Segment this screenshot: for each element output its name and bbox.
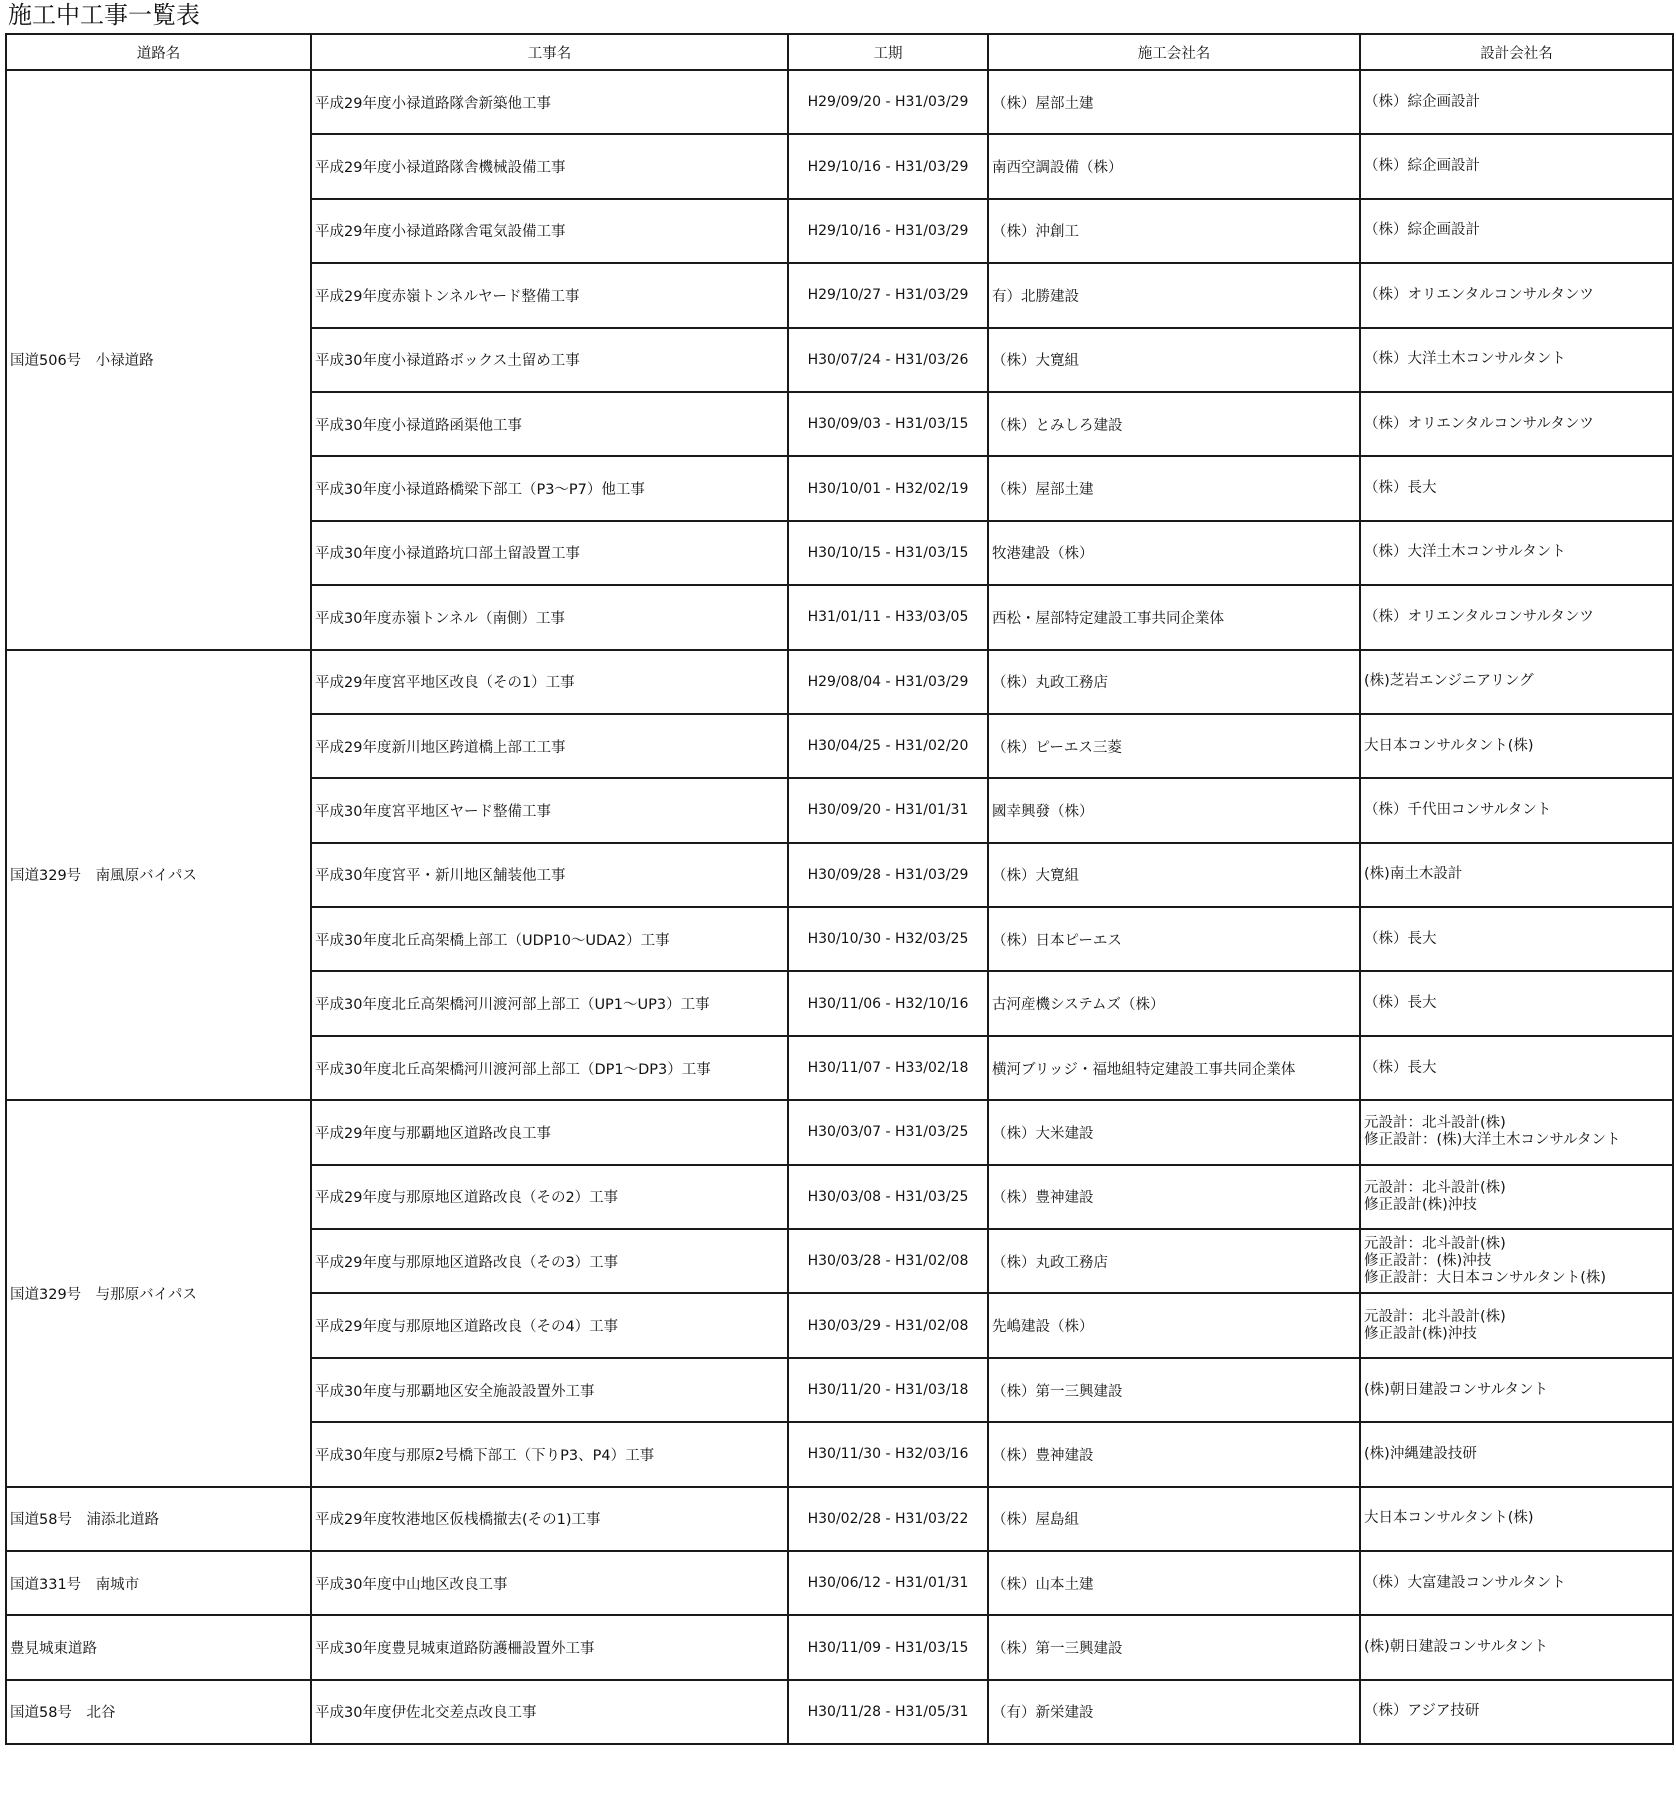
designer-line: （株）千代田コンサルタント bbox=[1364, 801, 1552, 818]
period-cell: H30/11/07 - H33/02/18 bbox=[788, 1036, 988, 1100]
contractor-cell: （株）豊神建設 bbox=[988, 1422, 1360, 1486]
work-name-cell: 平成29年度小禄道路隊舎新築他工事 bbox=[311, 70, 788, 134]
designer-cell bbox=[1360, 1165, 1673, 1229]
designer-cell bbox=[1360, 1036, 1673, 1100]
contractor-cell: （有）新栄建設 bbox=[988, 1680, 1360, 1744]
designer-cell bbox=[1360, 971, 1673, 1035]
contractor-cell: 牧港建設（株） bbox=[988, 521, 1360, 585]
road-name-cell: 豊見城東道路 bbox=[6, 1615, 311, 1679]
designer-line: （株）綜企画設計 bbox=[1364, 93, 1480, 110]
contractor-cell: （株）豊神建設 bbox=[988, 1165, 1360, 1229]
period-cell: H31/01/11 - H33/03/05 bbox=[788, 585, 988, 649]
designer-line: 元設計：北斗設計(株) bbox=[1364, 1235, 1506, 1252]
designer-cell bbox=[1360, 1229, 1673, 1293]
designer-line: （株）綜企画設計 bbox=[1364, 222, 1480, 239]
contractor-cell: （株）沖創工 bbox=[988, 199, 1360, 263]
period-cell: H30/11/20 - H31/03/18 bbox=[788, 1358, 988, 1422]
work-name-cell: 平成30年度小禄道路ボックス土留め工事 bbox=[311, 328, 788, 392]
designer-line: 大日本コンサルタント(株) bbox=[1364, 1510, 1534, 1527]
designer-cell bbox=[1360, 843, 1673, 907]
designer-line: (株)沖縄建設技研 bbox=[1364, 1445, 1477, 1462]
designer-cell bbox=[1360, 1422, 1673, 1486]
work-name-cell: 平成29年度新川地区跨道橋上部工工事 bbox=[311, 714, 788, 778]
designer-cell bbox=[1360, 199, 1673, 263]
designer-cell bbox=[1360, 134, 1673, 198]
designer-line: 元設計：北斗設計(株) bbox=[1364, 1115, 1506, 1132]
period-cell: H30/10/15 - H31/03/15 bbox=[788, 521, 988, 585]
contractor-cell: （株）大米建設 bbox=[988, 1100, 1360, 1164]
table-row bbox=[6, 650, 1673, 714]
period-cell: H30/11/28 - H31/05/31 bbox=[788, 1680, 988, 1744]
road-name-cell: 国道506号 小禄道路 bbox=[6, 70, 311, 650]
designer-line: （株）大洋土木コンサルタント bbox=[1364, 351, 1566, 368]
contractor-cell: （株）大寛組 bbox=[988, 843, 1360, 907]
designer-cell bbox=[1360, 1551, 1673, 1615]
period-cell: H29/10/27 - H31/03/29 bbox=[788, 263, 988, 327]
designer-cell bbox=[1360, 1680, 1673, 1744]
period-cell: H30/11/30 - H32/03/16 bbox=[788, 1422, 988, 1486]
designer-line: （株）オリエンタルコンサルタンツ bbox=[1364, 286, 1594, 303]
work-name-cell: 平成30年度豊見城東道路防護柵設置外工事 bbox=[311, 1615, 788, 1679]
designer-line: （株）アジア技研 bbox=[1364, 1703, 1480, 1720]
designer-cell bbox=[1360, 392, 1673, 456]
period-cell: H30/10/30 - H32/03/25 bbox=[788, 907, 988, 971]
contractor-cell: 南西空調設備（株） bbox=[988, 134, 1360, 198]
work-name-cell: 平成30年度小禄道路橋梁下部工（P3～P7）他工事 bbox=[311, 456, 788, 520]
designer-line: 大日本コンサルタント(株) bbox=[1364, 737, 1534, 754]
table-row bbox=[6, 70, 1673, 134]
designer-line: （株）長大 bbox=[1364, 995, 1437, 1012]
work-name-cell: 平成29年度宮平地区改良（その1）工事 bbox=[311, 650, 788, 714]
table-row bbox=[6, 1487, 1673, 1551]
designer-cell bbox=[1360, 907, 1673, 971]
designer-cell bbox=[1360, 1293, 1673, 1357]
period-cell: H30/11/06 - H32/10/16 bbox=[788, 971, 988, 1035]
designer-cell bbox=[1360, 263, 1673, 327]
work-name-cell: 平成30年度北丘高架橋上部工（UDP10～UDA2）工事 bbox=[311, 907, 788, 971]
road-name-cell: 国道329号 与那原バイパス bbox=[6, 1100, 311, 1486]
contractor-cell: 國幸興發（株） bbox=[988, 778, 1360, 842]
table-row bbox=[6, 1680, 1673, 1744]
work-name-cell: 平成29年度与那原地区道路改良（その4）工事 bbox=[311, 1293, 788, 1357]
work-name-cell: 平成30年度赤嶺トンネル（南側）工事 bbox=[311, 585, 788, 649]
period-cell: H29/09/20 - H31/03/29 bbox=[788, 70, 988, 134]
work-name-cell: 平成30年度小禄道路函渠他工事 bbox=[311, 392, 788, 456]
designer-line: 元設計：北斗設計(株) bbox=[1364, 1308, 1506, 1325]
header-period: 工期 bbox=[788, 34, 988, 70]
period-cell: H30/07/24 - H31/03/26 bbox=[788, 328, 988, 392]
road-name-cell: 国道331号 南城市 bbox=[6, 1551, 311, 1615]
designer-line: （株）長大 bbox=[1364, 1059, 1437, 1076]
work-name-cell: 平成29年度与那原地区道路改良（その3）工事 bbox=[311, 1229, 788, 1293]
work-name-cell: 平成29年度与那覇地区道路改良工事 bbox=[311, 1100, 788, 1164]
period-cell: H30/10/01 - H32/02/19 bbox=[788, 456, 988, 520]
header-row bbox=[6, 34, 1673, 70]
designer-cell bbox=[1360, 1615, 1673, 1679]
contractor-cell: 横河ブリッジ・福地組特定建設工事共同企業体 bbox=[988, 1036, 1360, 1100]
designer-line: （株）大富建設コンサルタント bbox=[1364, 1574, 1566, 1591]
designer-line: 元設計：北斗設計(株) bbox=[1364, 1179, 1506, 1196]
designer-line: （株）長大 bbox=[1364, 480, 1437, 497]
designer-line: （株）綜企画設計 bbox=[1364, 158, 1480, 175]
table-row bbox=[6, 1100, 1673, 1164]
contractor-cell: （株）ピーエス三菱 bbox=[988, 714, 1360, 778]
contractor-cell: （株）屋部土建 bbox=[988, 70, 1360, 134]
road-name-cell: 国道58号 北谷 bbox=[6, 1680, 311, 1744]
header-work: 工事名 bbox=[311, 34, 788, 70]
contractor-cell: 西松・屋部特定建設工事共同企業体 bbox=[988, 585, 1360, 649]
designer-cell bbox=[1360, 456, 1673, 520]
designer-line: （株）オリエンタルコンサルタンツ bbox=[1364, 415, 1594, 432]
work-name-cell: 平成30年度与那覇地区安全施設設置外工事 bbox=[311, 1358, 788, 1422]
contractor-cell: （株）とみしろ建設 bbox=[988, 392, 1360, 456]
period-cell: H30/09/03 - H31/03/15 bbox=[788, 392, 988, 456]
period-cell: H30/09/20 - H31/01/31 bbox=[788, 778, 988, 842]
designer-line: (株)芝岩エンジニアリング bbox=[1364, 673, 1534, 690]
header-road: 道路名 bbox=[6, 34, 311, 70]
designer-cell bbox=[1360, 521, 1673, 585]
contractor-cell: （株）屋部土建 bbox=[988, 456, 1360, 520]
period-cell: H29/10/16 - H31/03/29 bbox=[788, 134, 988, 198]
work-name-cell: 平成29年度牧港地区仮桟橋撤去(その1)工事 bbox=[311, 1487, 788, 1551]
work-name-cell: 平成30年度北丘高架橋河川渡河部上部工（DP1～DP3）工事 bbox=[311, 1036, 788, 1100]
designer-line: （株）長大 bbox=[1364, 930, 1437, 947]
designer-line: (株)朝日建設コンサルタント bbox=[1364, 1381, 1549, 1398]
period-cell: H30/11/09 - H31/03/15 bbox=[788, 1615, 988, 1679]
period-cell: H30/06/12 - H31/01/31 bbox=[788, 1551, 988, 1615]
table-row bbox=[6, 1615, 1673, 1679]
period-cell: H29/08/04 - H31/03/29 bbox=[788, 650, 988, 714]
designer-line: 修正設計：大日本コンサルタント(株) bbox=[1364, 1269, 1607, 1286]
contractor-cell: 古河産機システムズ（株） bbox=[988, 971, 1360, 1035]
designer-cell bbox=[1360, 714, 1673, 778]
designer-cell bbox=[1360, 70, 1673, 134]
contractor-cell: （株）山本土建 bbox=[988, 1551, 1360, 1615]
construction-table bbox=[5, 33, 1674, 1745]
designer-cell bbox=[1360, 1487, 1673, 1551]
work-name-cell: 平成30年度中山地区改良工事 bbox=[311, 1551, 788, 1615]
work-name-cell: 平成29年度小禄道路隊舎機械設備工事 bbox=[311, 134, 788, 198]
work-name-cell: 平成30年度宮平地区ヤード整備工事 bbox=[311, 778, 788, 842]
work-name-cell: 平成29年度与那原地区道路改良（その2）工事 bbox=[311, 1165, 788, 1229]
designer-line: （株）オリエンタルコンサルタンツ bbox=[1364, 608, 1594, 625]
designer-line: 修正設計(株)沖技 bbox=[1364, 1196, 1477, 1213]
designer-cell bbox=[1360, 328, 1673, 392]
work-name-cell: 平成30年度北丘高架橋河川渡河部上部工（UP1～UP3）工事 bbox=[311, 971, 788, 1035]
period-cell: H30/02/28 - H31/03/22 bbox=[788, 1487, 988, 1551]
table-row bbox=[6, 1551, 1673, 1615]
period-cell: H29/10/16 - H31/03/29 bbox=[788, 199, 988, 263]
road-name-cell: 国道58号 浦添北道路 bbox=[6, 1487, 311, 1551]
contractor-cell: 有）北勝建設 bbox=[988, 263, 1360, 327]
contractor-cell: （株）大寛組 bbox=[988, 328, 1360, 392]
designer-line: （株）大洋土木コンサルタント bbox=[1364, 544, 1566, 561]
work-name-cell: 平成30年度小禄道路坑口部土留設置工事 bbox=[311, 521, 788, 585]
period-cell: H30/03/07 - H31/03/25 bbox=[788, 1100, 988, 1164]
work-name-cell: 平成30年度伊佐北交差点改良工事 bbox=[311, 1680, 788, 1744]
designer-cell bbox=[1360, 1100, 1673, 1164]
designer-line: 修正設計(株)沖技 bbox=[1364, 1325, 1477, 1342]
page-title: 施工中工事一覧表 bbox=[8, 1, 200, 29]
header-designer: 設計会社名 bbox=[1360, 34, 1673, 70]
designer-cell bbox=[1360, 585, 1673, 649]
contractor-cell: （株）屋島組 bbox=[988, 1487, 1360, 1551]
period-cell: H30/04/25 - H31/02/20 bbox=[788, 714, 988, 778]
table-body bbox=[6, 70, 1673, 1744]
period-cell: H30/09/28 - H31/03/29 bbox=[788, 843, 988, 907]
work-name-cell: 平成30年度与那原2号橋下部工（下りP3、P4）工事 bbox=[311, 1422, 788, 1486]
contractor-cell: （株）第一三興建設 bbox=[988, 1358, 1360, 1422]
designer-cell bbox=[1360, 778, 1673, 842]
designer-line: (株)朝日建設コンサルタント bbox=[1364, 1639, 1549, 1656]
designer-line: 修正設計：(株)大洋土木コンサルタント bbox=[1364, 1132, 1621, 1149]
contractor-cell: 先嶋建設（株） bbox=[988, 1293, 1360, 1357]
contractor-cell: （株）丸政工務店 bbox=[988, 1229, 1360, 1293]
work-name-cell: 平成29年度赤嶺トンネルヤード整備工事 bbox=[311, 263, 788, 327]
period-cell: H30/03/08 - H31/03/25 bbox=[788, 1165, 988, 1229]
designer-cell bbox=[1360, 1358, 1673, 1422]
contractor-cell: （株）第一三興建設 bbox=[988, 1615, 1360, 1679]
designer-line: 修正設計：(株)沖技 bbox=[1364, 1252, 1492, 1269]
designer-line: (株)南土木設計 bbox=[1364, 866, 1463, 883]
designer-cell bbox=[1360, 650, 1673, 714]
period-cell: H30/03/28 - H31/02/08 bbox=[788, 1229, 988, 1293]
work-name-cell: 平成30年度宮平・新川地区舗装他工事 bbox=[311, 843, 788, 907]
contractor-cell: （株）丸政工務店 bbox=[988, 650, 1360, 714]
work-name-cell: 平成29年度小禄道路隊舎電気設備工事 bbox=[311, 199, 788, 263]
header-contractor: 施工会社名 bbox=[988, 34, 1360, 70]
road-name-cell: 国道329号 南風原バイパス bbox=[6, 650, 311, 1101]
contractor-cell: （株）日本ピーエス bbox=[988, 907, 1360, 971]
period-cell: H30/03/29 - H31/02/08 bbox=[788, 1293, 988, 1357]
